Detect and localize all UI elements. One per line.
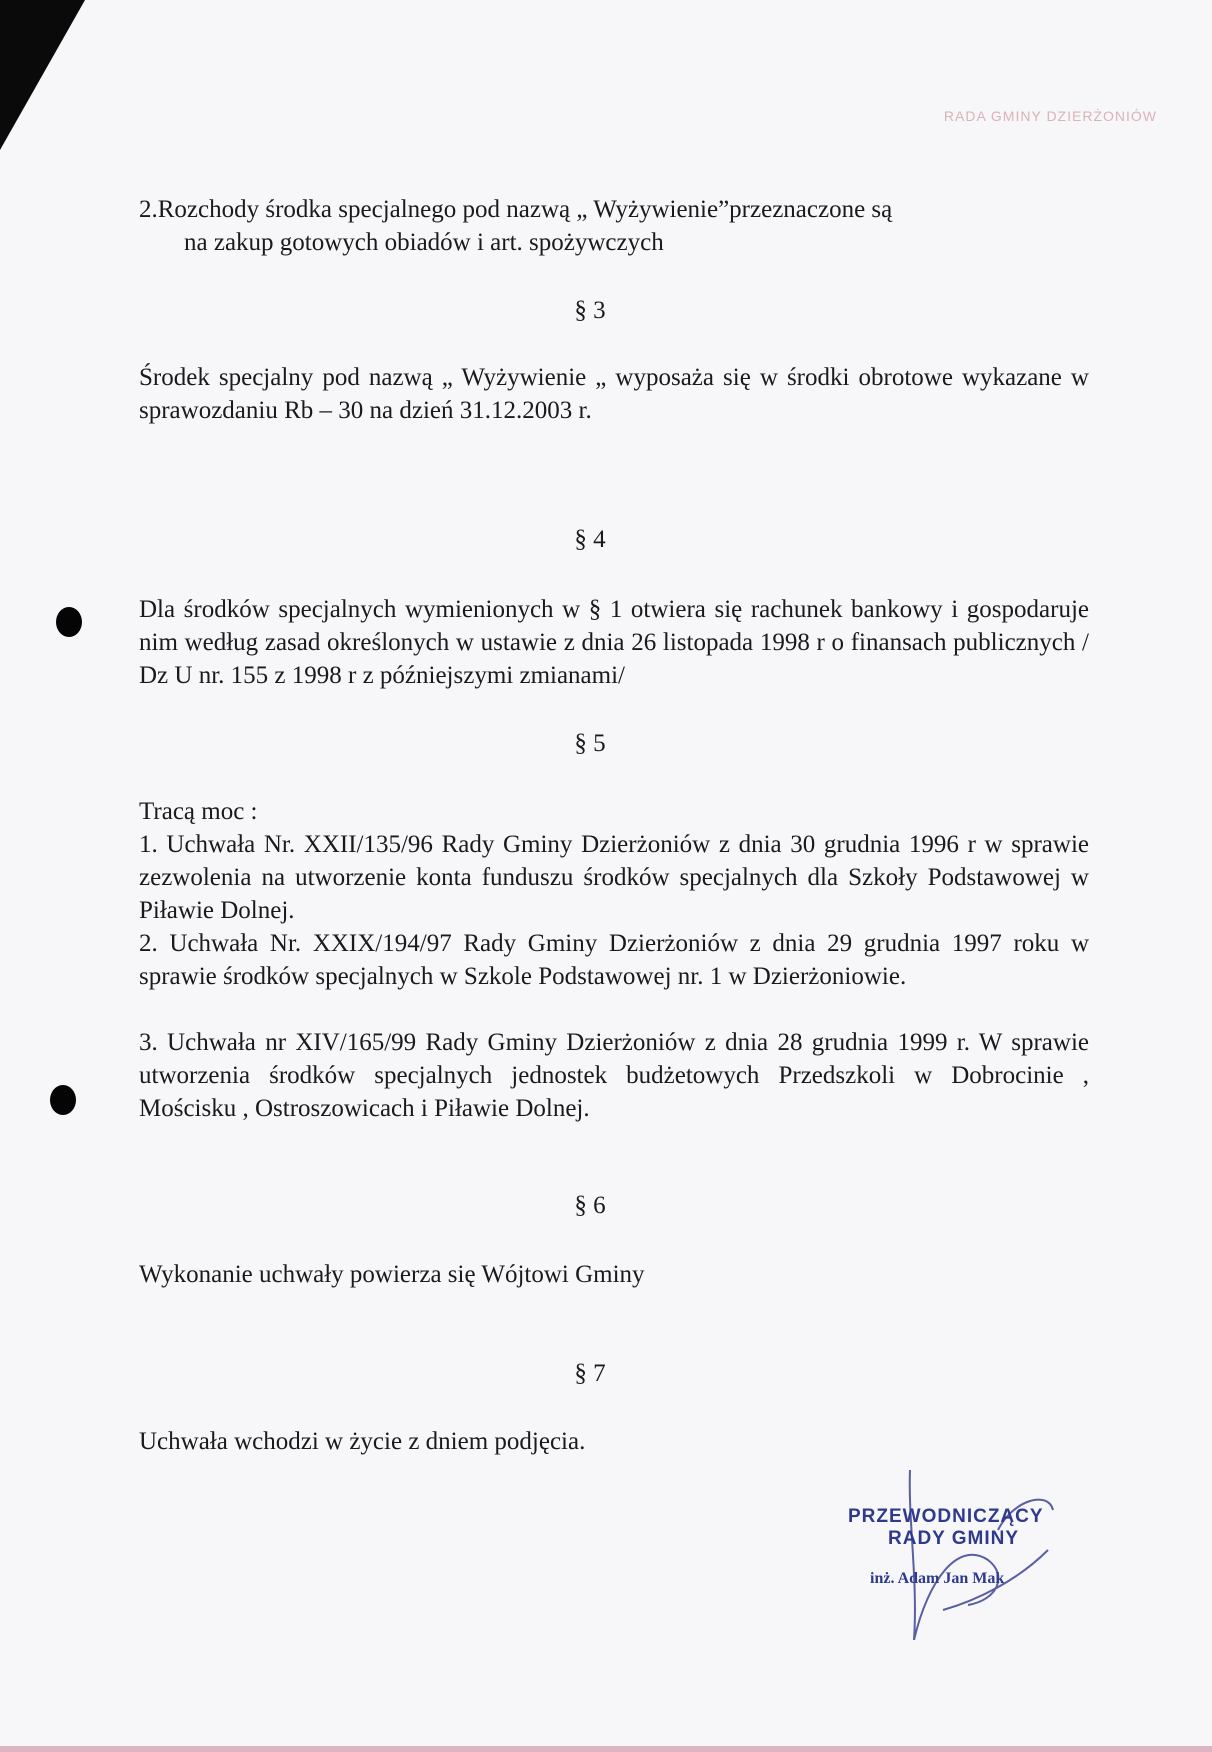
ghost-header-bleedthrough: RADA GMINY DZIERŻONIÓW — [943, 108, 1157, 124]
folded-corner — [0, 0, 85, 150]
section-7-heading: § 7 — [574, 1360, 606, 1387]
section-6-heading: § 6 — [574, 1192, 606, 1219]
section-4-heading: § 4 — [574, 526, 606, 553]
scan-edge-line — [0, 1746, 1212, 1752]
stamp-subtitle: RADY GMINY — [888, 1528, 1020, 1549]
stamp-name: inż. Adam Jan Mak — [870, 1570, 1005, 1587]
punch-hole-bottom — [50, 1085, 76, 1115]
paragraph-2-line-2: na zakup gotowych obiadów i art. spożywczych — [184, 229, 664, 256]
section-5-item-1: 1. Uchwała Nr. XXII/135/96 Rady Gminy Dzierżoniów z dnia 30 grudnia 1996 r w sprawie zezwolenia na utworzenie konta funduszu środków specjalnych dla Szkoły Podstawowej w Piławie Dolnej. — [139, 831, 1089, 924]
section-5-item-3: 3. Uchwała nr XIV/165/99 Rady Gminy Dzierżoniów z dnia 28 grudnia 1999 r. W sprawie utworzenia środków specjalnych jednostek budżetowych Przedszkoli w Dobrocinie , Mościsku , Ostroszowicach i Piławie Dolnej. — [139, 1029, 1089, 1122]
chairman-stamp — [848, 1490, 1068, 1620]
section-5-item-2: 2. Uchwała Nr. XXIX/194/97 Rady Gminy Dzierżoniów z dnia 29 grudnia 1997 roku w sprawie środków specjalnych w Szkole Podstawowej nr. 1 w Dzierżoniowie. — [139, 930, 1089, 990]
section-5-heading: § 5 — [574, 730, 606, 757]
paragraph-2-line-1: 2.Rozchody środka specjalnego pod nazwą „ Wyżywienie”przeznaczone są — [139, 196, 893, 223]
section-3-text: Środek specjalny pod nazwą „ Wyżywienie „ wyposaża się w środki obrotowe wykazane w sprawozdaniu Rb – 30 na dzień 31.12.2003 r. — [139, 364, 1089, 424]
paragraph-2 — [139, 193, 1089, 259]
section-5-intro: Tracą moc : — [139, 798, 258, 825]
stamp-title: PRZEWODNICZĄCY — [848, 1506, 1044, 1527]
section-4-text: Dla środków specjalnych wymienionych w § 1 otwiera się rachunek bankowy i gospodaruje nim według zasad określonych w ustawie z dnia 26 listopada 1998 r o finansach publicznych / Dz U nr. 155 z 1998 r z późniejszymi zmianami/ — [139, 596, 1089, 689]
section-6-text: Wykonanie uchwały powierza się Wójtowi Gminy — [139, 1261, 645, 1288]
section-3-heading: § 3 — [574, 297, 606, 324]
punch-hole-top — [56, 607, 82, 637]
section-7-text: Uchwała wchodzi w życie z dniem podjęcia. — [139, 1428, 586, 1455]
